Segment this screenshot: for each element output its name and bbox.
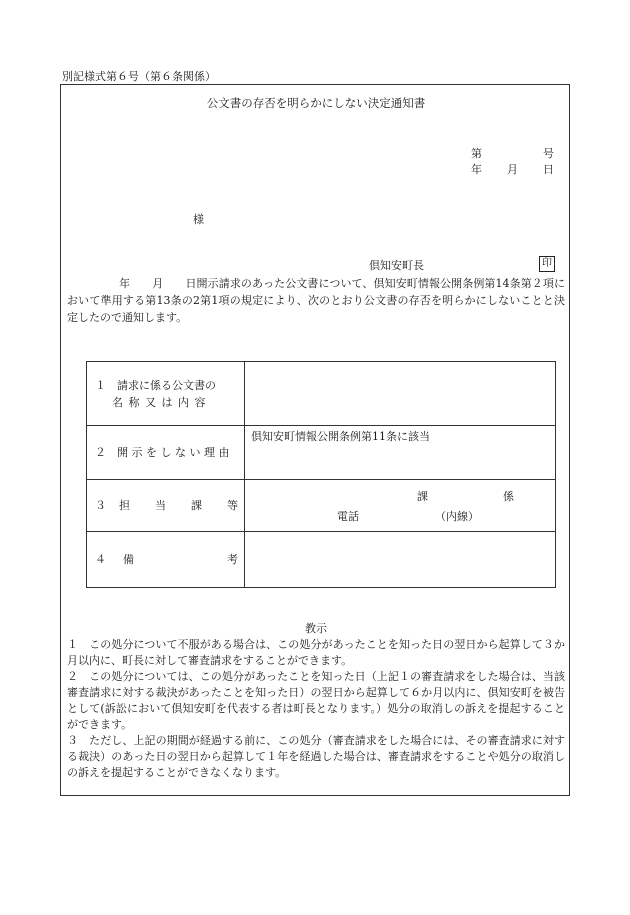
document-title: 公文書の存否を明らかにしない決定通知書 — [206, 96, 426, 110]
date-day: 日 — [543, 163, 554, 176]
notice-heading: 教示 — [305, 622, 327, 635]
label-reason: ２ 開 示 を し な い 理 由 — [87, 426, 245, 480]
number-dai: 第 — [471, 147, 482, 160]
addressee-suffix: 様 — [193, 213, 204, 226]
number-go: 号 — [543, 147, 554, 160]
label-remarks: ４ 備 考 — [87, 532, 245, 588]
date-year: 年 — [471, 163, 482, 176]
label-document-name: １ 請求に係る公文書の 名 称 又 は 内 容 — [87, 362, 245, 426]
body-month: 月 — [152, 277, 164, 290]
department-ka: 課 — [417, 489, 428, 503]
value-reason[interactable]: 倶知安町情報公開条例第11条に該当 — [245, 426, 556, 480]
table-row — [87, 532, 556, 588]
body-paragraph — [67, 275, 565, 326]
notice-item-3: ３ ただし、上記の期間が経過する前に、この処分（審査請求をした場合には、その審査請求に対する裁決）のあった日の翌日から起算して１年を経過した場合は、審査請求をすることや処分の取消しの訴えを提起することができなくなります。 — [67, 734, 566, 779]
body-text: 日開示請求のあった公文書について、倶知安町情報公開条例第14条第２項において準用する第13条の2第1項の規定により、次のとおり公文書の存否を明らかにしないことと決定したので通知します。 — [67, 277, 565, 324]
table-row — [87, 362, 556, 426]
body-year: 年 — [119, 277, 131, 290]
table-row — [87, 480, 556, 532]
info-table — [86, 361, 556, 588]
department-tel: 電話 — [337, 509, 359, 523]
notice-item-1: １ この処分について不服がある場合は、この処分があったことを知った日の翌日から起算して３か月以内に、町長に対して審査請求をすることができます。 — [67, 638, 565, 667]
value-document-name[interactable] — [245, 362, 556, 426]
date-month: 月 — [507, 163, 518, 176]
form-label: 別記様式第６号（第６条関係） — [62, 70, 216, 83]
notice-item-2: ２ この処分については、この処分があったことを知った日（上記１の審査請求をした場合は、当該審査請求に対する裁決があったことを知った日）の翌日から起算して６か月以内に、倶知安町を被告として(訴訟において倶知安町を代表する者は町長となります。）処分の取消しの訴えを提起することができます。 — [67, 670, 565, 731]
value-remarks[interactable] — [245, 532, 556, 588]
label-department: ３ 担 当 課 等 — [87, 480, 245, 532]
seal-mark: 印 — [539, 256, 555, 272]
department-kakari: 係 — [503, 489, 514, 503]
value-department[interactable] — [245, 480, 556, 532]
issuer-name: 倶知安町長 — [369, 259, 424, 272]
department-naisen: （内線） — [435, 509, 479, 523]
notice-document-frame — [60, 84, 570, 796]
table-row — [87, 426, 556, 480]
